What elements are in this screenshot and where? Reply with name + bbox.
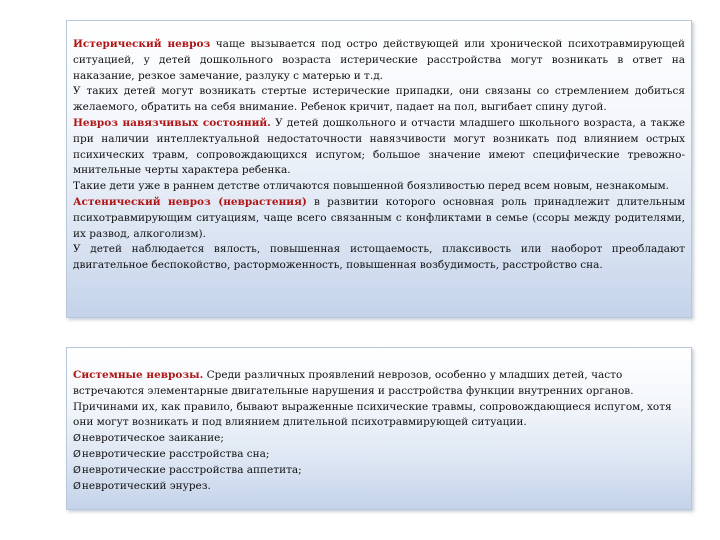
paragraph-text: чаще вызывается под остро действующей или хронической психотравмирующей ситуацией, у детей дошкольного возраста истерические расстройства могут возникать в ответ на наказание, резкое замечание, разлуку с матерью и т.д. xyxy=(73,38,685,82)
arrow-bullet-icon: Ø xyxy=(73,448,81,460)
paragraph-obsessive-neurosis xyxy=(73,116,685,179)
list-item: Øневротическое заикание; xyxy=(73,432,224,445)
arrow-bullet-icon: Ø xyxy=(73,464,81,476)
paragraph-text: Среди различных проявлений неврозов, особенно у младших детей, часто встречаются элементарные двигательные нарушения и расстройства функции внутренних органов. Причинами их, как правило, бывают выраженные психические травмы, сопровождающиеся испугом, хотя они могут возникать и под влиянием длительной психотравмирующей ситуации. xyxy=(73,369,672,429)
paragraph-text: в развитии которого основная роль принадлежит длительным психотравмирующим ситуациям, чаще всего связанным с конфликтами в семье (ссоры между родителями, их развод, алкоголизм). xyxy=(73,195,685,240)
paragraph-text: У детей дошкольного и отчасти младшего школьного возраста, а также при наличии интеллектуальной недостаточности навязчивости могут возникать под влиянием острых психических травм, сопровождающихся испугом; большое значение имеют специфические тревожно-мнительные черты характера ребенка. xyxy=(73,116,685,177)
term-systemic-neuroses: Системные неврозы. xyxy=(73,369,204,381)
text-panel-neuroses xyxy=(66,20,692,318)
list-item: Øневротические расстройства сна; xyxy=(73,447,270,460)
paragraph-hysterical-neurosis xyxy=(73,37,685,84)
bullet-list xyxy=(73,431,685,494)
text-panel-systemic-neuroses xyxy=(66,347,692,510)
paragraph-fearfulness: Такие дети уже в раннем детстве отличаются повышенной боязливостью перед всем новым, незнакомым. xyxy=(73,180,669,193)
arrow-bullet-icon: Ø xyxy=(73,480,81,492)
paragraph-systemic-neuroses xyxy=(73,368,685,431)
paragraph-hysterical-attacks: У таких детей могут возникать стертые истерические припадки, они связаны со стремлением добиться желаемого, обратить на себя внимание. Ребенок кричит, падает на пол, выгибает спину дугой. xyxy=(73,85,685,114)
list-item: Øневротический энурез. xyxy=(73,479,211,492)
term-hysterical-neurosis: Истерический невроз xyxy=(73,38,211,50)
list-item: Øневротические расстройства аппетита; xyxy=(73,463,302,476)
term-obsessive-neurosis: Невроз навязчивых состояний. xyxy=(73,116,271,129)
paragraph-asthenic-neurosis xyxy=(73,195,685,242)
term-asthenic-neurosis: Астенический невроз (неврастения) xyxy=(73,195,307,208)
paragraph-symptoms: У детей наблюдается вялость, повышенная истощаемость, плаксивость или наоборот преобладают двигательное беспокойство, расторможенность, повышенная возбудимость, расстройство сна. xyxy=(73,243,685,272)
arrow-bullet-icon: Ø xyxy=(73,433,81,445)
